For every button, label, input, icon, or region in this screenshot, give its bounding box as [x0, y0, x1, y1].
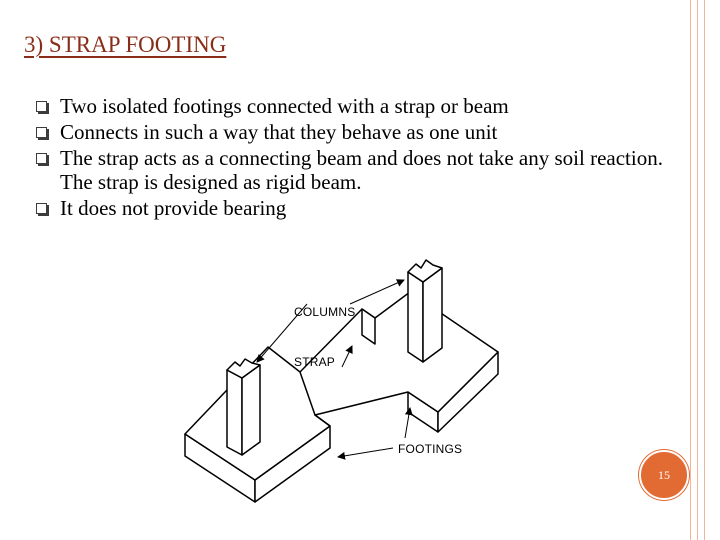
square-bullet-icon	[36, 101, 47, 112]
page-number-badge: 15	[639, 450, 689, 500]
bullet-text: It does not provide bearing	[60, 196, 287, 220]
bullet-item	[36, 146, 676, 194]
right-column-front	[408, 272, 423, 362]
footings-arrow-left	[338, 448, 393, 457]
decorative-line	[697, 0, 698, 540]
decorative-line	[690, 0, 691, 540]
strap-label: STRAP	[294, 355, 336, 369]
square-bullet-icon	[36, 203, 47, 214]
square-bullet-icon	[36, 127, 47, 138]
square-bullet-icon	[36, 153, 47, 164]
strap-footing-diagram	[180, 252, 510, 512]
footings-label: FOOTINGS	[398, 442, 463, 456]
decorative-line	[704, 0, 705, 540]
bullet-text: Two isolated footings connected with a strap or beam	[60, 94, 509, 118]
columns-label: COLUMNS	[294, 305, 356, 319]
bullet-item	[36, 94, 676, 118]
left-column-front	[227, 370, 242, 455]
slide-title: 3) STRAP FOOTING	[24, 32, 227, 57]
bullet-list	[36, 94, 676, 222]
bullet-item	[36, 120, 676, 144]
columns-arrow-right	[350, 280, 404, 304]
strap-footing-drawing	[180, 252, 510, 512]
bullet-text: Connects in such a way that they behave as one unit	[60, 120, 498, 144]
bullet-text: The strap acts as a connecting beam and does not take any soil reaction. The strap is designed as rigid beam.	[60, 146, 663, 194]
bullet-item	[36, 196, 676, 220]
left-column-side	[242, 365, 260, 455]
right-column-side	[423, 268, 442, 362]
